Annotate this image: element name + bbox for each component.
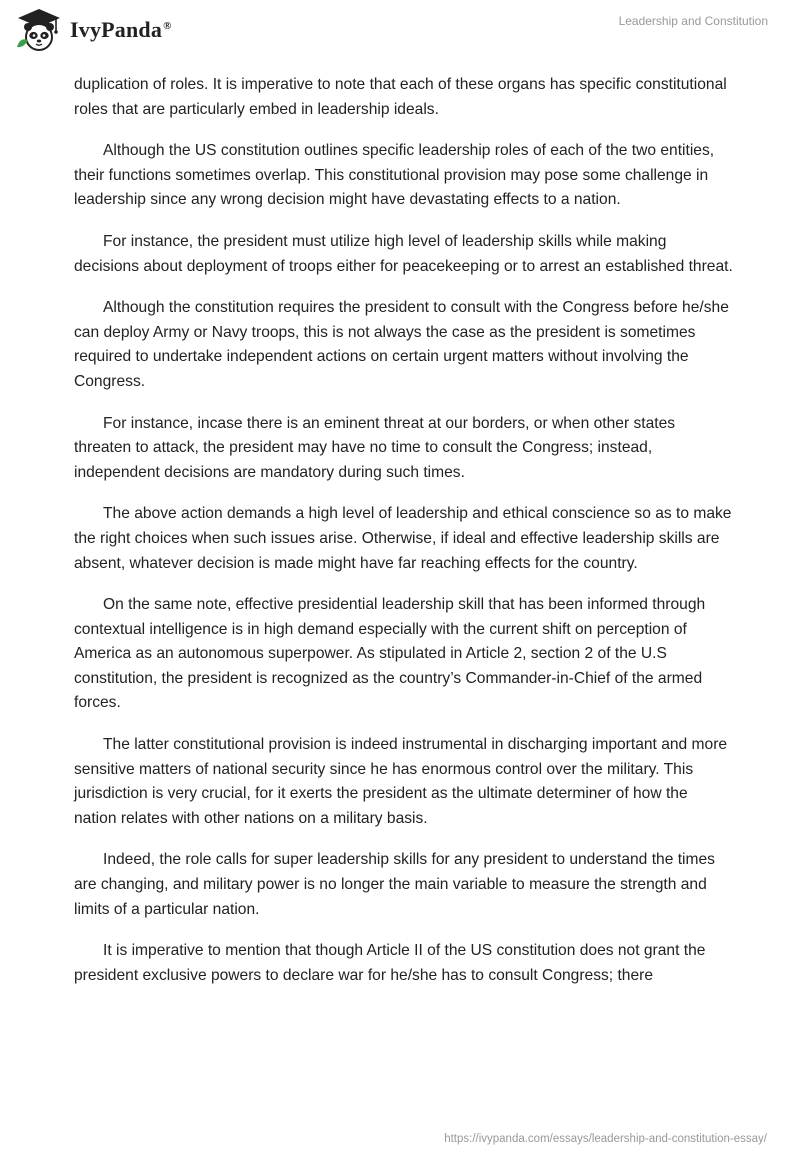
essay-body bbox=[74, 73, 734, 1005]
source-url[interactable]: https://ivypanda.com/essays/leadership-and-constitution-essay/ bbox=[444, 1133, 767, 1145]
paragraph: Indeed, the role calls for super leadership skills for any president to understand the times are changing, and military power is no longer the main variable to measure the strength and limits of a particular nation. bbox=[74, 851, 715, 918]
paragraph: Although the constitution requires the president to consult with the Congress before he/she can deploy Army or Navy troops, this is not always the case as the president is sometimes required to undertake independent actions on certain urgent matters without involving the Congress. bbox=[74, 299, 729, 390]
paragraph: On the same note, effective presidential leadership skill that has been informed through contextual intelligence is in high demand especially with the current shift on perception of America as an autonomous superpower. As stipulated in Article 2, section 2 of the U.S constitution, the president is recognized as the country’s Commander-in-Chief of the armed forces. bbox=[74, 596, 706, 712]
paragraph: For instance, the president must utilize high level of leadership skills while making decisions about deployment of troops either for peacekeeping or to arrest an established threat. bbox=[74, 232, 733, 275]
paragraph: For instance, incase there is an eminent threat at our borders, or when other states threaten to attack, the president may have no time to consult the Congress; instead, independent decisions are mandatory during such times. bbox=[74, 414, 676, 481]
paragraph: The above action demands a high level of leadership and ethical conscience so as to make the right choices when such issues arise. Otherwise, if ideal and effective leadership skills are absent, whatever decision is made might have far reaching effects for the country. bbox=[74, 505, 732, 572]
panda-logo-icon bbox=[14, 7, 64, 53]
page-header bbox=[0, 0, 800, 66]
paragraph: The latter constitutional provision is indeed instrumental in discharging important and more sensitive matters of national security since he has enormous control over the military. This jurisdiction is very crucial, for it exerts the president as the ultimate determiner of how the nation relates with other nations on a military basis. bbox=[74, 736, 728, 827]
paragraph: It is imperative to mention that though Article II of the US constitution does not grant the president exclusive powers to declare war for he/she has to consult Congress; there bbox=[74, 942, 706, 984]
logo[interactable] bbox=[14, 7, 172, 53]
brand-name: IvyPanda® bbox=[70, 17, 172, 42]
document-title: Leadership and Constitution bbox=[618, 14, 768, 28]
paragraph: duplication of roles. It is imperative to note that each of these organs has specific constitutional roles that are particularly embed in leadership ideals. bbox=[74, 76, 727, 118]
paragraph: Although the US constitution outlines specific leadership roles of each of the two entities, their functions sometimes overlap. This constitutional provision may pose some challenge in leadership since any wrong decision might have devastating effects to a nation. bbox=[74, 142, 715, 209]
